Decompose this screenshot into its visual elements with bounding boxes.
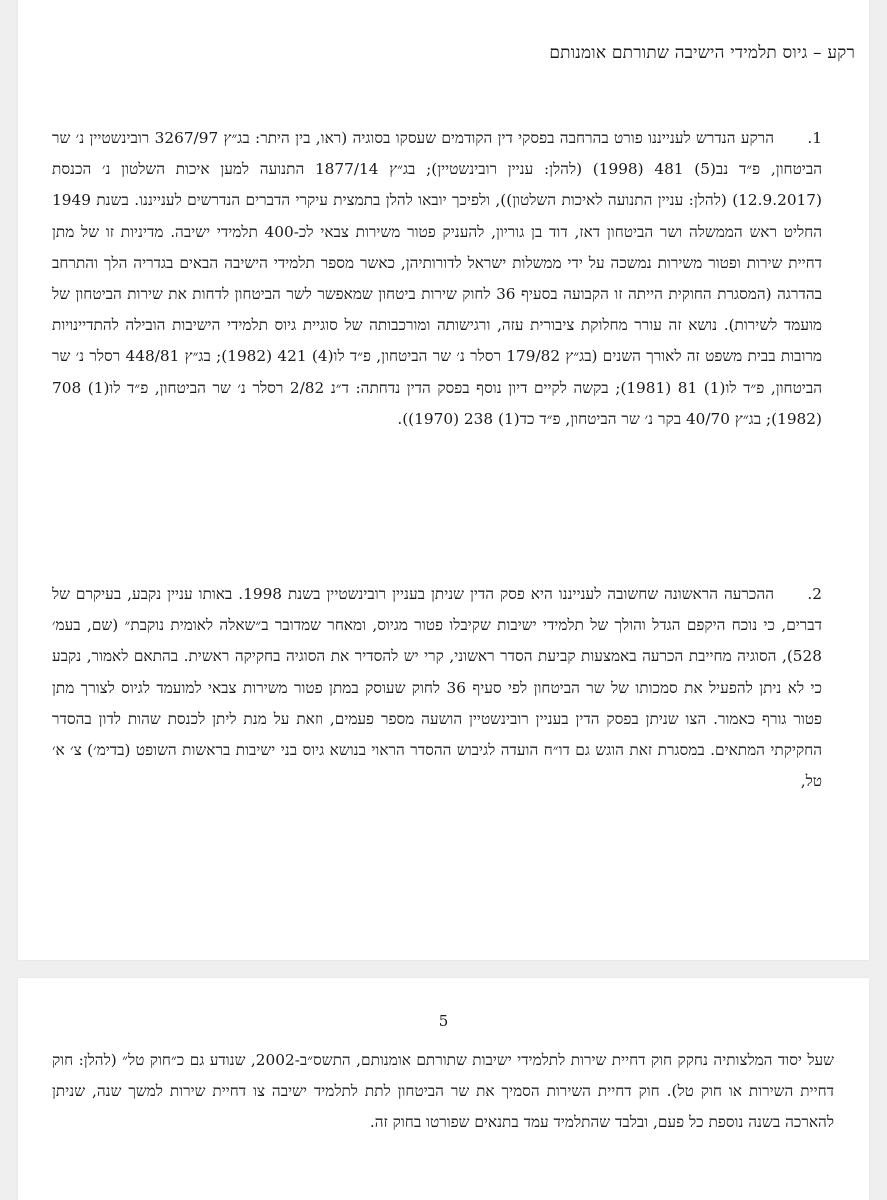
document-page-2 xyxy=(18,978,869,1200)
paragraph-1 xyxy=(52,123,822,435)
running-header: רקע – גיוס תלמידי הישיבה שתורתם אומנותם xyxy=(549,43,855,63)
paragraph-2 xyxy=(52,579,822,797)
paragraph-text: הרקע הנדרש לענייננו פורט בהרחבה בפסקי דין הקודמים שעסקו בסוגיה (ראו, בין היתר: בג״ץ 3267/97 רובינשטיין נ׳ שר הביטחון, פ״ד נב(5) 481 (1998) (להלן: עניין רובינשטיין); בג״ץ 1877/14 התנועה למען איכות השלטון נ׳ הכנסת (12.9.2017) (להלן: עניין התנועה לאיכות השלטון)), ולפיכך יובאו להלן בתמצית עיקרי הדברים הנדרשים לענייננו. בשנת 1949 החליט ראש הממשלה ושר הביטחון דאז, דוד בן גוריון, להעניק פטור משירות צבאי לכ-400 תלמידי ישיבה. מדיניות זו של מתן דחיית שירות ופטור משירות נמשכה על ידי ממשלות ישראל לדורותיהן, כאשר מספר תלמידי הישיבה הבאים בגדריה הלך והתרחב בהדרגה (המסגרת החוקית הייתה זו הקבועה בסעיף 36 לחוק שירות ביטחון שמאפשר לשר הביטחון לדחות את שירות הביטחון של מועמד לשירות). נושא זה עורר מחלוקת ציבורית עזה, ורגישותה ומורכבותה של סוגיית גיוס תלמידי הישיבות הובילה להתדיינויות מרובות בבית משפט זה לאורך השנים (בג״ץ 179/82 רסלר נ׳ שר הביטחון, פ״ד לו(4) 421 (1982); בג״ץ 448/81 רסלר נ׳ שר הביטחון, פ״ד לו(1) 81 (1981); בקשה לקיים דיון נוסף בפסק הדין נדחתה: ד״נ 2/82 רסלר נ׳ שר הביטחון, פ״ד לו(1) 708 (1982); בג״ץ 40/70 בקר נ׳ שר הביטחון, פ״ד כד(1) 238 (1970)). xyxy=(52,129,822,428)
paragraph-text: ההכרעה הראשונה שחשובה לענייננו היא פסק הדין שניתן בעניין רובינשטיין בשנת 1998. באותו עניין נקבע, בעיקרם של דברים, כי נוכח היקפם הגדל והולך של תלמידי ישיבות שקיבלו פטור מגיוס, ומאחר שמדובר ב״שאלה לאומית נוקבת״ (שם, בעמ׳ 528), הסוגיה מחייבת הכרעה באמצעות קביעת הסדר ראשוני, קרי יש להסדיר את הסוגיה בחקיקה ראשית. בהתאם לאמור, נקבע כי לא ניתן להפעיל את סמכותו של שר הביטחון לפי סעיף 36 לחוק שעוסק במתן פטור משירות צבאי למועמד לגיוס לצורך מתן פטור גורף כאמור. הצו שניתן בפסק הדין בעניין רובינשטיין הושעה מספר פעמים, וזאת על מנת ליתן לכנסת שהות לדון בהסדר החקיקתי המתאים. במסגרת זאת הוגש גם דו״ח הועדה לגיבוש ההסדר הראוי בנושא גיוס בני ישיבות בראשות השופט (בדימ׳) צ׳ א׳ טל, xyxy=(52,585,822,791)
document-page-1 xyxy=(18,0,869,960)
page-number: 5 xyxy=(438,1012,449,1030)
paragraph-number: 2. xyxy=(807,585,823,603)
paragraph-number: 1. xyxy=(807,129,822,147)
paragraph-continuation: שעל יסוד המלצותיה נחקק חוק דחיית שירות לתלמידי ישיבות שתורתם אומנותם, התשס״ב-2002, שנודע גם כ״חוק טל״ (להלן: חוק דחיית השירות או חוק טל). חוק דחיית השירות הסמיך את שר הביטחון לתת לתלמיד ישיבה צו דחיית שירות למשך שנה, שניתן להארכה בשנה נוספת כל פעם, ובלבד שהתלמיד עמד בתנאים שפורטו בחוק זה. xyxy=(52,1051,834,1132)
